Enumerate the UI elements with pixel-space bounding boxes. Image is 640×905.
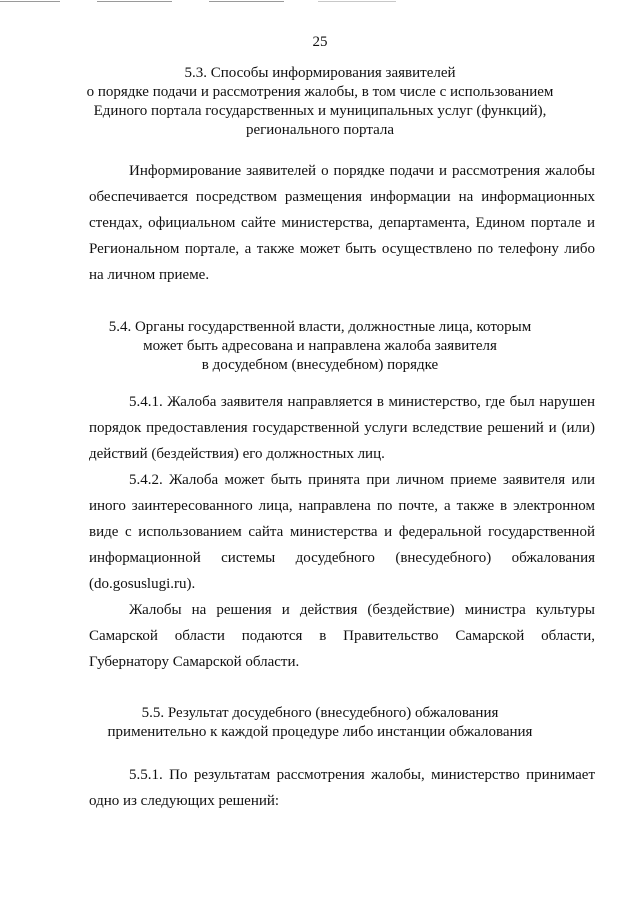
heading-line: может быть адресована и направлена жалоба заявителя: [143, 338, 497, 354]
paragraph-line: Жалобы на решения и действия (бездействие) министра культуры: [129, 602, 595, 618]
heading-line: Единого портала государственных и муниципальных услуг (функций),: [93, 103, 547, 119]
paragraph-line: порядок предоставления государственной услуги вследствие решений и (или): [89, 420, 595, 436]
section-5-3-paragraph: [89, 158, 595, 288]
paragraph-line: иного заинтересованного лица, направлена по почте, а также в электронном: [89, 498, 595, 514]
paragraph-line: одно из следующих решений:: [89, 793, 280, 809]
heading-line: 5.3. Способы информирования заявителей: [184, 65, 456, 81]
paragraph-line: (do.gosuslugi.ru).: [89, 576, 196, 592]
paragraph-5-5-1: [89, 762, 595, 814]
page-number: 25: [312, 34, 328, 50]
section-5-3-heading: [70, 64, 570, 140]
paragraph-5-4-2: [89, 467, 595, 597]
paragraph-line: виде с использованием сайта министерства и федеральной государственной: [89, 524, 595, 540]
scan-artifact-rule-1: [0, 1, 60, 2]
paragraph-line: 5.4.1. Жалоба заявителя направляется в министерство, где был нарушен: [129, 394, 595, 410]
scan-artifact-rule-3: [209, 1, 284, 2]
scan-artifact-rule-2: [97, 1, 172, 2]
paragraph-minister-complaints: [89, 597, 595, 675]
paragraph-line: на личном приеме.: [89, 267, 210, 283]
heading-line: регионального портала: [245, 122, 395, 138]
scan-artifact-rule-4: [318, 1, 396, 2]
paragraph-line: Информирование заявителей о порядке подачи и рассмотрения жалобы: [129, 163, 595, 179]
paragraph-line: Региональном портале, а также может быть осуществлено по телефону либо: [89, 241, 595, 257]
heading-line: в досудебном (внесудебном) порядке: [201, 357, 439, 373]
paragraph-line: Самарской области подаются в Правительство Самарской области,: [89, 628, 595, 644]
paragraph-line: Губернатору Самарской области.: [89, 654, 300, 670]
paragraph-line: 5.5.1. По результатам рассмотрения жалобы, министерство принимает: [129, 767, 595, 783]
section-5-5-heading: [70, 704, 570, 742]
heading-line: применительно к каждой процедуре либо инстанции обжалования: [107, 724, 533, 740]
paragraph-line: обеспечивается посредством размещения информации на информационных: [89, 189, 595, 205]
paragraph-line: 5.4.2. Жалоба может быть принята при личном приеме заявителя или: [129, 472, 595, 488]
paragraph-5-4-1: [89, 389, 595, 467]
section-5-4-heading: [70, 318, 570, 375]
heading-line: 5.5. Результат досудебного (внесудебного) обжалования: [141, 705, 499, 721]
paragraph-line: стендах, официальном сайте министерства, департамента, Едином портале и: [89, 215, 595, 231]
paragraph-line: действий (бездействия) его должностных лиц.: [89, 446, 385, 462]
heading-line: о порядке подачи и рассмотрения жалобы, в том числе с использованием: [86, 84, 554, 100]
heading-line: 5.4. Органы государственной власти, должностные лица, которым: [108, 319, 532, 335]
paragraph-line: информационной системы досудебного (внесудебного) обжалования: [89, 550, 595, 566]
